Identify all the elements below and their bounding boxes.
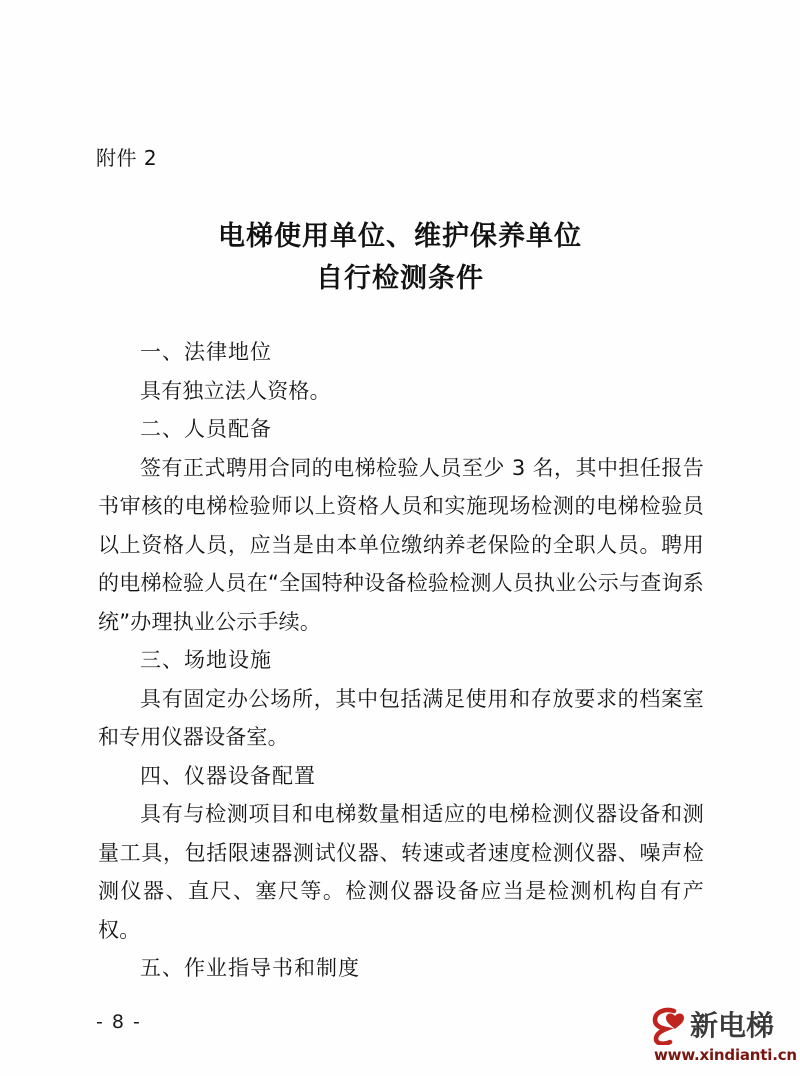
section-paragraph: 签有正式聘用合同的电梯检验人员至少 3 名，其中担任报告书审核的电梯检验师以上资格人员和实施现场检测的电梯检验员以上资格人员，应当是由本单位缴纳养老保险的全职人员。聘用的电梯检验人员在“全国特种设备检验检测人员执业公示与查询系统”办理执业公示手续。	[98, 455, 704, 634]
section-heading: 五、作业指导书和制度	[140, 956, 360, 980]
section-heading: 四、仪器设备配置	[140, 763, 316, 788]
section-paragraph: 具有固定办公场所，其中包括满足使用和存放要求的档案室和专用仪器设备室。	[98, 686, 704, 749]
attachment-label: 附件 2	[96, 146, 158, 170]
page-number: - 8 -	[96, 1011, 142, 1033]
section-paragraph: 具有独立法人资格。	[140, 378, 331, 403]
section-heading: 一、法律地位	[140, 340, 272, 364]
title-line-2: 自行检测条件	[316, 263, 484, 294]
page-title	[0, 216, 800, 300]
xindianti-e-heart-logo-icon	[652, 1007, 686, 1045]
watermark-url-text: www.xindianti.cn	[654, 1046, 797, 1064]
title-line-1: 电梯使用单位、维护保养单位	[218, 221, 582, 252]
section-heading: 三、场地设施	[140, 648, 272, 672]
section-paragraph: 具有与检测项目和电梯数量相适应的电梯检测仪器设备和测量工具，包括限速器测试仪器、转速或者速度检测仪器、噪声检测仪器、直尺、塞尺等。检测仪器设备应当是检测机构自有产权。	[98, 802, 704, 942]
section-heading: 二、人员配备	[140, 417, 272, 441]
watermark-brand-text: 新电梯	[690, 1009, 775, 1042]
watermark	[648, 1006, 798, 1072]
watermark-brand-row	[648, 1006, 798, 1046]
document-body	[98, 333, 704, 988]
